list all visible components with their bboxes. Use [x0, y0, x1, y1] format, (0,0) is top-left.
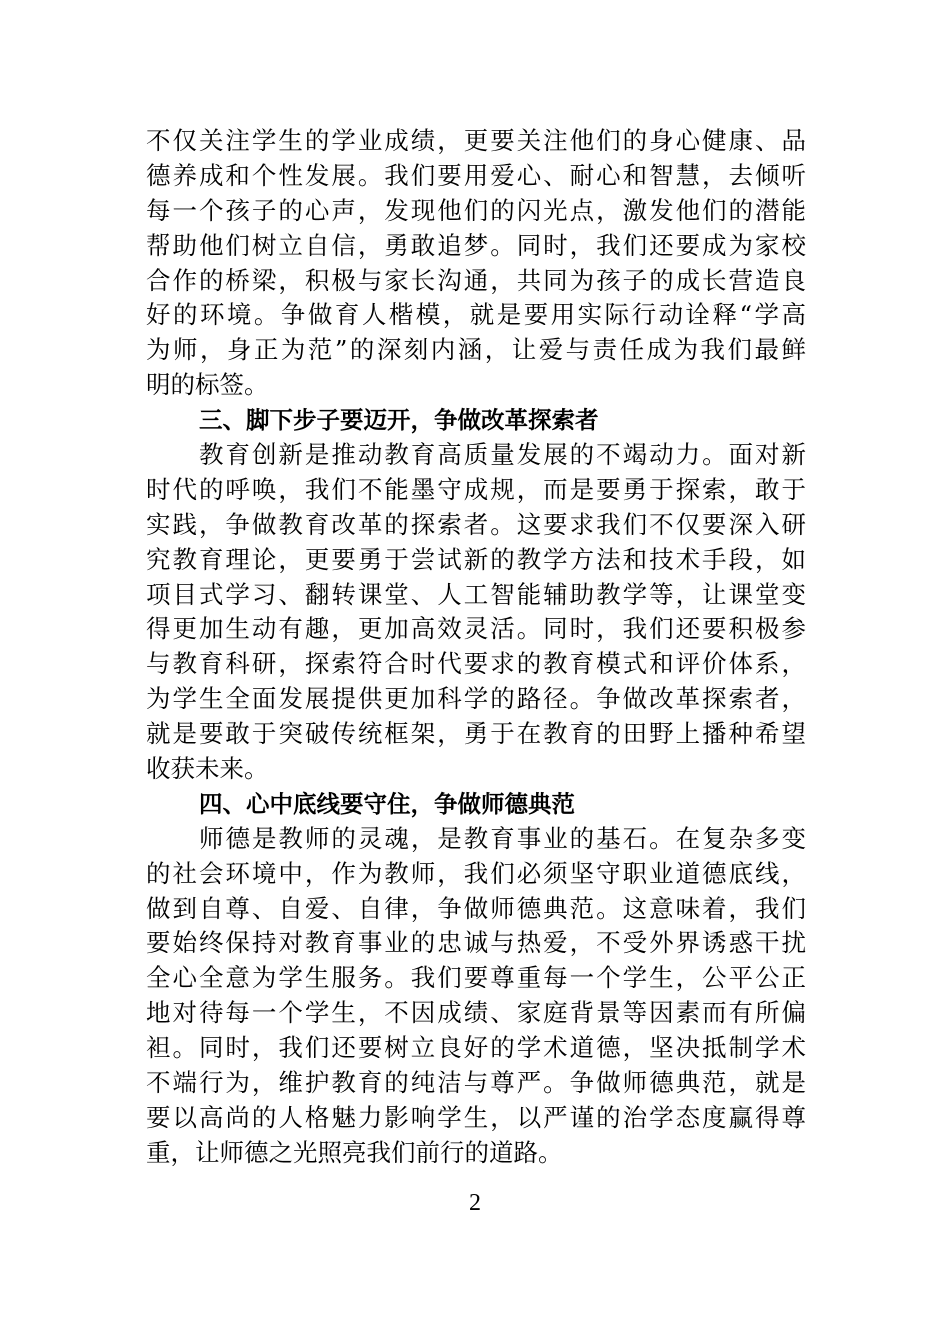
text-line: 究教育理论，更要勇于尝试新的教学方法和技术手段，如 — [146, 544, 806, 574]
text-line: 与教育科研，探索符合时代要求的教育模式和评价体系， — [146, 649, 806, 679]
text-line: 项目式学习、翻转课堂、人工智能辅助教学等，让课堂变 — [146, 579, 806, 609]
text-line: 的社会环境中，作为教师，我们必须坚守职业道德底线， — [146, 858, 806, 888]
paragraph-3 — [146, 822, 806, 1171]
page-number: 2 — [469, 1190, 481, 1216]
text-line: 明的标签。 — [146, 370, 269, 400]
text-line: 合作的桥梁，积极与家长沟通，共同为孩子的成长营造良 — [146, 265, 806, 295]
text-line: 每一个孩子的心声，发现他们的闪光点，激发他们的潜能 — [146, 195, 806, 225]
text-line: 得更加生动有趣，更加高效灵活。同时，我们还要积极参 — [146, 614, 806, 644]
paragraph-2 — [146, 438, 806, 787]
text-line: 地对待每一个学生，不因成绩、家庭背景等因素而有所偏 — [146, 998, 806, 1028]
text-line: 教育创新是推动教育高质量发展的不竭动力。面对新 — [199, 440, 806, 470]
text-line: 就是要敢于突破传统框架，勇于在教育的田野上播种希望 — [146, 719, 806, 749]
text-line: 要以高尚的人格魅力影响学生，以严谨的治学态度赢得尊 — [146, 1102, 806, 1132]
text-line: 为师，身正为范”的深刻内涵，让爱与责任成为我们最鲜 — [146, 335, 806, 365]
text-line: 实践，争做教育改革的探索者。这要求我们不仅要深入研 — [146, 509, 806, 539]
section-heading-4: 四、心中底线要守住，争做师德典范 — [199, 789, 575, 818]
text-line: 要始终保持对教育事业的忠诚与热爱，不受外界诱惑干扰 — [146, 928, 806, 958]
text-line: 德养成和个性发展。我们要用爱心、耐心和智慧，去倾听 — [146, 160, 806, 190]
text-line: 不仅关注学生的学业成绩，更要关注他们的身心健康、品 — [146, 126, 806, 155]
body-text — [146, 124, 806, 1171]
text-line: 帮助他们树立自信，勇敢追梦。同时，我们还要成为家校 — [146, 230, 806, 260]
text-line: 袒。同时，我们还要树立良好的学术道德，坚决抵制学术 — [146, 1033, 806, 1063]
text-line: 全心全意为学生服务。我们要尊重每一个学生，公平公正 — [146, 963, 806, 993]
text-line: 时代的呼唤，我们不能墨守成规，而是要勇于探索，敢于 — [146, 474, 806, 504]
text-line: 师德是教师的灵魂，是教育事业的基石。在复杂多变 — [199, 823, 806, 853]
paragraph-1 — [146, 124, 806, 403]
section-heading-3: 三、脚下步子要迈开，争做改革探索者 — [199, 406, 599, 435]
text-line: 为学生全面发展提供更加科学的路径。争做改革探索者， — [146, 684, 806, 714]
text-line: 收获未来。 — [146, 754, 269, 784]
text-line: 不端行为，维护教育的纯洁与尊严。争做师德典范，就是 — [146, 1068, 806, 1098]
text-line: 好的环境。争做育人楷模，就是要用实际行动诠释“学高 — [146, 300, 806, 330]
text-line: 重，让师德之光照亮我们前行的道路。 — [146, 1137, 563, 1167]
text-line: 做到自尊、自爱、自律，争做师德典范。这意味着，我们 — [146, 893, 806, 923]
